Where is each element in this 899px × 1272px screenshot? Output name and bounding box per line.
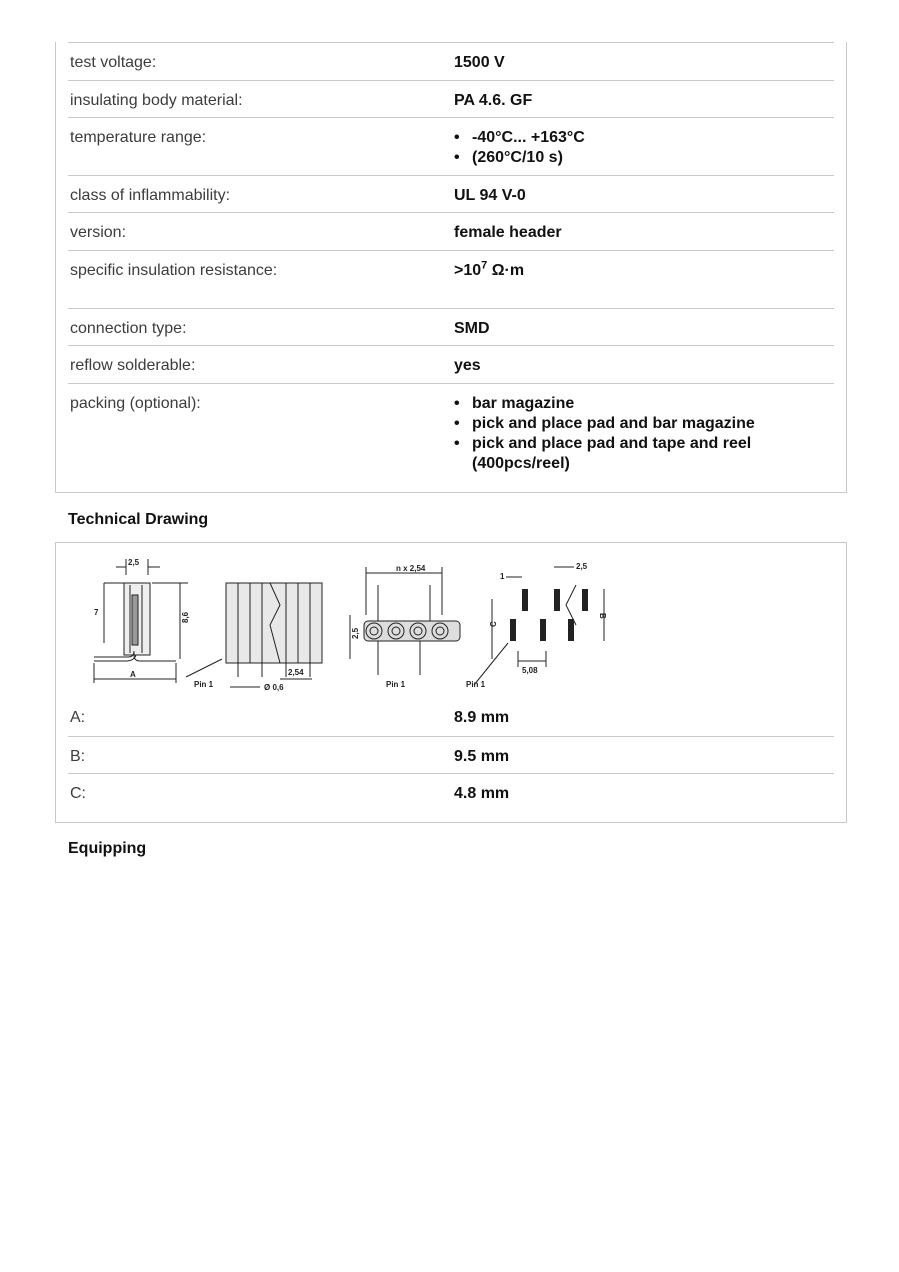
- dimension-label: C:: [70, 785, 86, 802]
- dim-label: Pin 1: [386, 680, 406, 689]
- front-view: [226, 583, 322, 692]
- spec-label: specific insulation resistance:: [70, 262, 278, 279]
- equipping-heading: Equipping: [68, 840, 147, 857]
- list-item: • -40°C... +163°C: [454, 128, 844, 148]
- dim-label: Pin 1: [466, 680, 486, 689]
- dim-label: 5,08: [522, 666, 538, 675]
- dim-label: 1: [500, 572, 505, 581]
- side-view: [94, 558, 222, 689]
- spec-row-test-voltage: [68, 42, 834, 80]
- dim-label: Pin 1: [194, 680, 214, 689]
- value-base: >10: [454, 262, 482, 279]
- dimension-value: 8.9 mm: [454, 709, 510, 726]
- dim-label: 7: [94, 608, 99, 617]
- spec-value-list: [454, 128, 844, 168]
- dimension-row-a: [68, 698, 834, 735]
- technical-drawing-heading: Technical Drawing: [68, 511, 209, 528]
- dim-label: 2,5: [128, 558, 140, 567]
- dim-label: Ø 0,6: [264, 683, 284, 692]
- spec-value: female header: [454, 224, 562, 241]
- spec-value: [454, 261, 844, 281]
- list-item: • pick and place pad and bar magazine: [454, 414, 844, 434]
- spec-label: connection type:: [70, 320, 187, 337]
- dim-label: B: [598, 613, 607, 619]
- spec-row-packing: [68, 383, 834, 492]
- spec-row-insulation-resistance: [68, 250, 834, 308]
- spec-row-insulating-material: [68, 80, 834, 117]
- technical-drawing-image: [90, 555, 630, 695]
- spec-label: test voltage:: [70, 54, 157, 71]
- footprint-view: [466, 562, 607, 689]
- spec-label: version:: [70, 224, 127, 241]
- spec-label: packing (optional):: [70, 395, 201, 412]
- spec-value: PA 4.6. GF: [454, 92, 533, 109]
- spec-label: reflow solderable:: [70, 357, 196, 374]
- dimension-row-b: [68, 736, 834, 773]
- spec-label: temperature range:: [70, 129, 207, 146]
- spec-label: class of inflammability:: [70, 187, 231, 204]
- list-item: • pick and place pad and tape and reel (400pcs/reel): [454, 434, 844, 474]
- list-item: • (260°C/10 s): [454, 148, 844, 168]
- dimension-label: B:: [70, 748, 86, 765]
- spec-value: yes: [454, 357, 481, 374]
- value-unit: Ω·m: [487, 262, 525, 279]
- dim-label: 2,54: [288, 668, 304, 677]
- dimension-value: 4.8 mm: [454, 785, 510, 802]
- dim-label: 2,5: [351, 627, 360, 639]
- spec-row-version: [68, 212, 834, 250]
- specifications-table: [55, 42, 847, 493]
- spec-row-connection-type: [68, 308, 834, 345]
- dimension-label: A:: [70, 709, 86, 726]
- spec-value: UL 94 V-0: [454, 187, 526, 204]
- dim-label: A: [130, 670, 136, 679]
- dimension-row-c: [68, 773, 834, 811]
- dim-label: C: [489, 621, 498, 627]
- spec-label: insulating body material:: [70, 92, 243, 109]
- top-view: [350, 564, 460, 689]
- dimension-value: 9.5 mm: [454, 748, 510, 765]
- spec-value: SMD: [454, 320, 490, 337]
- spec-value-list: [454, 394, 844, 474]
- spec-row-reflow: [68, 345, 834, 383]
- value-exponent: 7: [481, 259, 488, 272]
- dim-label: n x 2,54: [396, 564, 426, 573]
- technical-drawing-box: [55, 542, 847, 823]
- spec-row-temperature-range: [68, 117, 834, 175]
- list-item: • bar magazine: [454, 394, 844, 414]
- dim-label: 2,5: [576, 562, 588, 571]
- dim-label: 8,6: [181, 611, 190, 623]
- spec-row-inflammability: [68, 175, 834, 212]
- spec-value: 1500 V: [454, 54, 505, 71]
